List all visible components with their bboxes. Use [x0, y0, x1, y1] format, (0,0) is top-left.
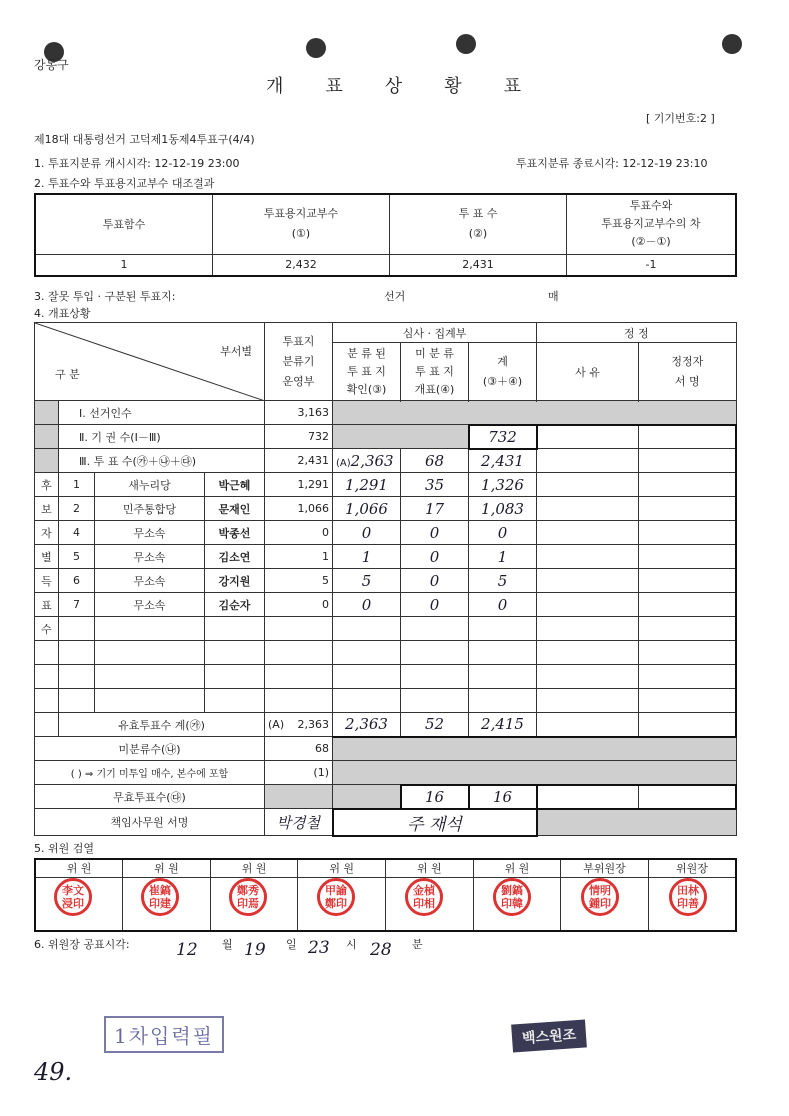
issued-value: 2,432: [213, 254, 390, 276]
row-votes-label: Ⅲ. 투 표 수(㉮＋㉯＋㉰): [59, 449, 265, 473]
seal-stamp: 情明 鍾印: [581, 878, 619, 916]
row-valid-classified: 2,363: [333, 713, 401, 737]
row-valid-total: 2,415: [469, 713, 537, 737]
punch-hole: [306, 38, 326, 58]
announce-month-hw: 12: [176, 940, 198, 960]
table-row: 별 5 무소속 김소연 1 1 0 1: [35, 545, 737, 569]
header-unclassified: 미 분 류 투 표 지 개표(④): [401, 343, 469, 401]
count-status-table: 부서별 구 분 투표지 분류기 운영부 심사 · 집계부 정 정 분 류 된 투 표 지 확인(③) 미 분 류 투 표 지 개표(④) 계 (③＋④) 사 유 정정자 서 명 Ⅰ. 선거인수 3,163 Ⅱ. 기 권 수(Ⅰ－Ⅲ) 732 732 Ⅲ. 투 표 수(㉮＋㉯＋㉰) 2,431 (A)2,363 68 2,431 후 1 새누리당 박근혜 1,291 1,291 35 1,326 보 2 민주통합당 문재인 1,066 1,066 17 1,083 자 4 무소속 박종선 0 0 0 0 별 5 무소속 김소연 1 1 0 1 득 6 무소속 강지원 5 5 0 5 표 7 무소속 김순자 0 0 0 0 수 유효투표수 계(㉮) (A) 2,363 2,363 52 2,415 미분류수(㉯) 68 ( ) ⇒ 기기 미투입 매수, 본수에 포함 (1) 무효투표수(㉰) 16 16 책임사무원 서명 박경철 주 재석: [34, 322, 737, 837]
announce-hour-unit: 시: [346, 938, 357, 951]
section-3-label: 3. 잘못 투입 · 구분된 투표지:: [34, 290, 176, 303]
row-invalid-unclassified: 16: [401, 785, 469, 809]
signature-machine: 박경철: [265, 809, 333, 836]
diagonal-line: [35, 323, 265, 401]
header-total: 계 (③＋④): [469, 343, 537, 401]
committee-role: 위 원: [298, 859, 386, 877]
committee-role: 위원장: [648, 859, 736, 877]
header-votes: 투 표 수 (②): [390, 194, 567, 254]
announce-day-hw: 19: [244, 940, 266, 960]
table-row: 득 6 무소속 강지원 5 5 0 5: [35, 569, 737, 593]
header-machine-dept: 투표지 분류기 운영부: [265, 323, 333, 401]
row-invalid-total: 16: [469, 785, 537, 809]
header-difference: 투표수와 투표용지교부수의 차 (②－①): [567, 194, 737, 254]
section-4-label: 4. 개표상황: [34, 307, 91, 320]
row-invalid-label: 무효투표수(㉰): [35, 785, 265, 809]
input-complete-stamp: 1차입력필: [104, 1016, 224, 1053]
seal-stamp: 鄭秀 印焉: [229, 878, 267, 916]
row-abstain-label: Ⅱ. 기 권 수(Ⅰ－Ⅲ): [59, 425, 265, 449]
vertical-label: 후: [35, 473, 59, 497]
row-note-label: ( ) ⇒ 기기 미투입 매수, 본수에 포함: [35, 761, 265, 785]
row-valid-value: (A) 2,363: [265, 713, 333, 737]
row-unclassified-value: 68: [265, 737, 333, 761]
seal-stamp: 李文 浸印: [54, 878, 92, 916]
page-number-hw: 49.: [34, 1058, 73, 1086]
election-name: 제18대 대통령선거 고덕제1동제4투표구(4/4): [34, 133, 255, 146]
row-abstain-value: 732: [265, 425, 333, 449]
table-row: 후 1 새누리당 박근혜 1,291 1,291 35 1,326: [35, 473, 737, 497]
committee-table: [34, 858, 737, 932]
committee-role: 부위원장: [561, 859, 649, 877]
section-3-unit: 매: [548, 290, 559, 303]
table-row: 자 4 무소속 박종선 0 0 0 0: [35, 521, 737, 545]
section-5-label: 5. 위원 검열: [34, 842, 94, 855]
signature-review: 주 재석: [333, 809, 537, 836]
machine-number: [ 기기번호:2 ]: [646, 112, 715, 125]
row-valid-label: 유효투표수 계(㉮): [59, 713, 265, 737]
section-3-election: 선거: [384, 290, 406, 303]
row-sign-label: 책임사무원 서명: [35, 809, 265, 836]
row-electors-value: 3,163: [265, 401, 333, 425]
committee-role: 위 원: [386, 859, 474, 877]
row-unclassified-label: 미분류수(㉯): [35, 737, 265, 761]
header-correction: 정 정: [537, 323, 736, 343]
committee-role: 위 원: [473, 859, 561, 877]
seal-stamp: 劉鎬 印韓: [493, 878, 531, 916]
section-6-label: 6. 위원장 공표시각:: [34, 938, 130, 951]
row-votes-value: 2,431: [265, 449, 333, 473]
announce-min-hw: 28: [370, 940, 392, 960]
punch-hole: [456, 34, 476, 54]
seal-stamp: 金楨 印相: [405, 878, 443, 916]
district-label: 강동구: [34, 58, 69, 72]
votes-value: 2,431: [390, 254, 567, 276]
box-count-value: 1: [35, 254, 213, 276]
header-review: 심사 · 집계부: [333, 323, 537, 343]
ballot-comparison-table: [34, 193, 737, 277]
check-stamp: 백스원조: [511, 1019, 587, 1052]
announce-min-unit: 분: [412, 938, 423, 951]
table-row: 보 2 민주통합당 문재인 1,066 1,066 17 1,083: [35, 497, 737, 521]
header-issued: 투표용지교부수 (①): [213, 194, 390, 254]
header-box-count: 투표함수: [35, 194, 213, 254]
punch-hole: [722, 34, 742, 54]
dept-header: 부서별: [220, 345, 252, 358]
row-valid-unclassified: 52: [401, 713, 469, 737]
seal-stamp: 甲諭 鄭印: [317, 878, 355, 916]
table-row: 표 7 무소속 김순자 0 0 0 0: [35, 593, 737, 617]
section-2-label: 2. 투표수와 투표용지교부수 대조결과: [34, 177, 215, 190]
sort-start-time: 1. 투표지분류 개시시각: 12-12-19 23:00: [34, 157, 240, 170]
header-classified: 분 류 된 투 표 지 확인(③): [333, 343, 401, 401]
committee-role: 위 원: [35, 859, 123, 877]
announce-month-unit: 월: [222, 938, 233, 951]
difference-value: -1: [567, 254, 737, 276]
seal-stamp: 崔鎬 印建: [141, 878, 179, 916]
row-votes-classified: (A)2,363: [333, 449, 401, 473]
committee-role: 위 원: [210, 859, 298, 877]
header-signer: 정정자 서 명: [639, 343, 736, 401]
row-electors-label: Ⅰ. 선거인수: [59, 401, 265, 425]
row-note-value: (1): [265, 761, 333, 785]
row-abstain-hw: 732: [469, 425, 537, 449]
row-votes-unclassified: 68: [401, 449, 469, 473]
header-reason: 사 유: [537, 343, 639, 401]
seal-stamp: 田林 印善: [669, 878, 707, 916]
row-votes-total: 2,431: [469, 449, 537, 473]
announce-hour-hw: 23: [308, 938, 330, 958]
sort-end-time: 투표지분류 종료시각: 12-12-19 23:10: [516, 157, 708, 170]
committee-role: 위 원: [123, 859, 211, 877]
header-diagonal-cell: [35, 323, 265, 401]
document-title: 개 표 상 황 표: [266, 76, 523, 97]
announce-day-unit: 일: [286, 938, 297, 951]
category-header: 구 분: [55, 368, 80, 381]
